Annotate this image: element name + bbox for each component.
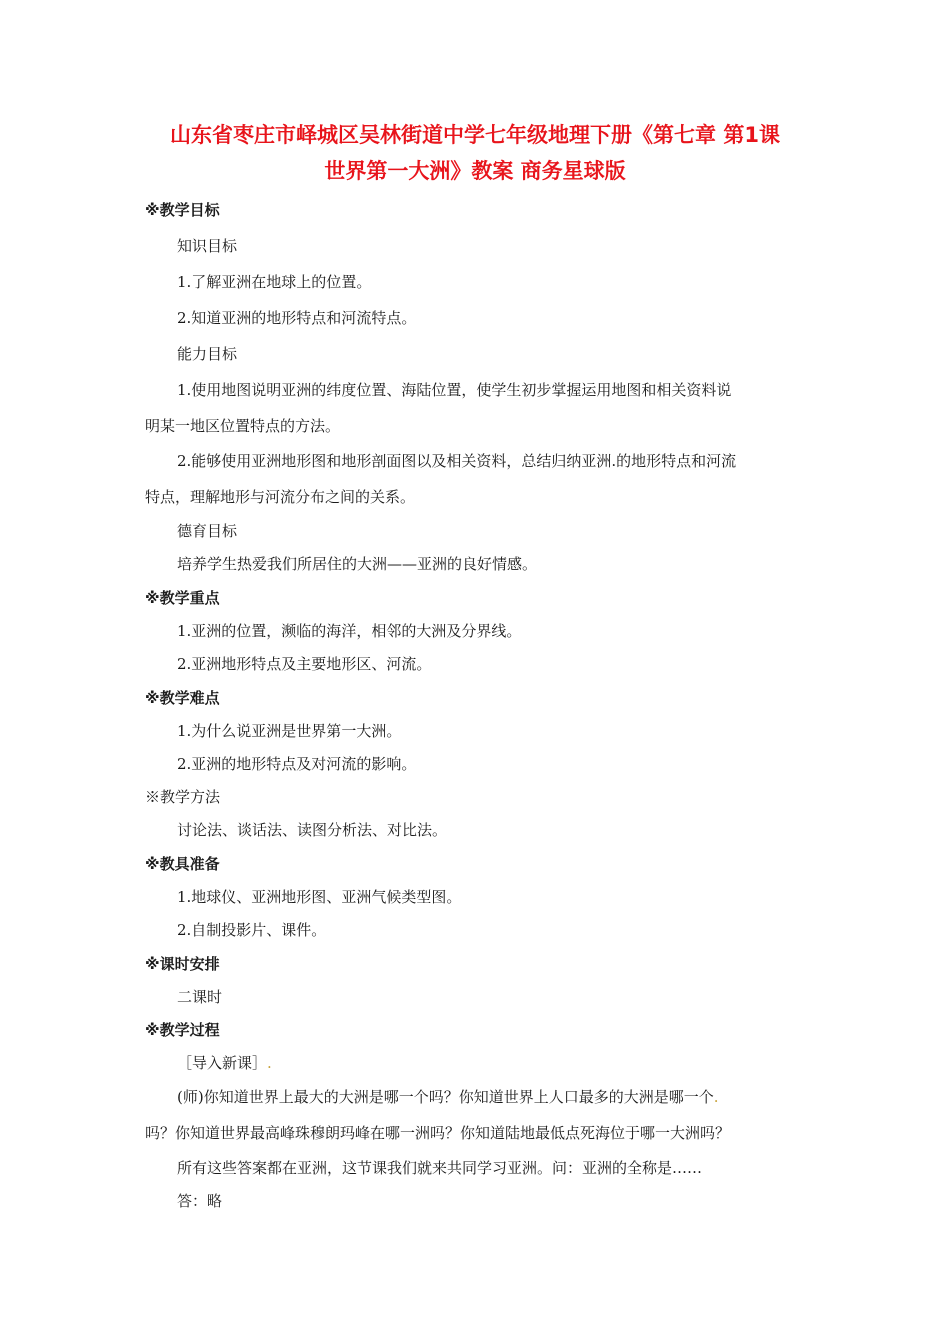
ability-objective-item: 1.使用地图说明亚洲的纬度位置、海陆位置，使学生初步掌握运用地图和相关资料说 — [177, 381, 732, 399]
ability-objective-item: 2.能够使用亚洲地形图和地形剖面图以及相关资料，总结归纳亚洲.的地形特点和河流 — [177, 452, 737, 470]
knowledge-objective-item: 1.了解亚洲在地球上的位置。 — [177, 273, 372, 291]
section-heading-process: ※教学过程 — [145, 1021, 220, 1039]
answer-text: 答：略 — [177, 1192, 223, 1210]
tools-item: 2.自制投影片、课件。 — [177, 921, 327, 939]
ability-objective-item-continued: 特点，理解地形与河流分布之间的关系。 — [145, 488, 416, 506]
ability-objective-item-continued: 明某一地区位置特点的方法。 — [145, 417, 341, 435]
document-title-line-2: 世界第一大洲》教案 商务星球版 — [324, 159, 626, 183]
section-heading-objectives: ※教学目标 — [145, 201, 220, 219]
section-heading-difficulties: ※教学难点 — [145, 689, 220, 707]
tools-item: 1.地球仪、亚洲地形图、亚洲气候类型图。 — [177, 888, 462, 906]
teacher-question-text: (师)你知道世界上最大的大洲是哪一个吗？你知道世界上人口最多的大洲是哪一个 — [177, 1088, 714, 1106]
section-heading-tools: ※教具准备 — [145, 855, 220, 873]
key-point-item: 1.亚洲的位置，濒临的海洋，相邻的大洲及分界线。 — [177, 622, 522, 640]
key-point-item: 2.亚洲地形特点及主要地形区、河流。 — [177, 655, 432, 673]
teacher-statement: 所有这些答案都在亚洲，这节课我们就来共同学习亚洲。问：亚洲的全称是…… — [177, 1159, 703, 1177]
intro-mark: . — [267, 1054, 272, 1072]
teacher-question-continued: 吗？你知道世界最高峰珠穆朗玛峰在哪一洲吗？你知道陆地最低点死海位于哪一大洲吗？ — [145, 1124, 731, 1142]
knowledge-objective-item: 2.知道亚洲的地形特点和河流特点。 — [177, 309, 417, 327]
intro-label — [177, 1052, 272, 1074]
section-heading-key-points: ※教学重点 — [145, 589, 220, 607]
document-title-line-1: 山东省枣庄市峄城区吴林街道中学七年级地理下册《第七章 第1课 — [170, 123, 780, 147]
section-heading-methods: ※教学方法 — [145, 788, 221, 806]
difficulty-item: 1.为什么说亚洲是世界第一大洲。 — [177, 722, 402, 740]
section-heading-schedule: ※课时安排 — [145, 955, 220, 973]
teacher-question — [177, 1086, 719, 1108]
difficulty-item: 2.亚洲的地形特点及对河流的影响。 — [177, 755, 417, 773]
knowledge-objective-label: 知识目标 — [177, 237, 238, 255]
schedule-text: 二课时 — [177, 988, 223, 1006]
methods-text: 讨论法、谈话法、读图分析法、对比法。 — [177, 821, 448, 839]
intro-label-text: ［导入新课］ — [177, 1054, 268, 1072]
teacher-question-mark: . — [713, 1088, 719, 1106]
moral-objective-item: 培养学生热爱我们所居住的大洲——亚洲的良好情感。 — [177, 555, 538, 573]
moral-objective-label: 德育目标 — [177, 522, 238, 540]
ability-objective-label: 能力目标 — [177, 345, 238, 363]
